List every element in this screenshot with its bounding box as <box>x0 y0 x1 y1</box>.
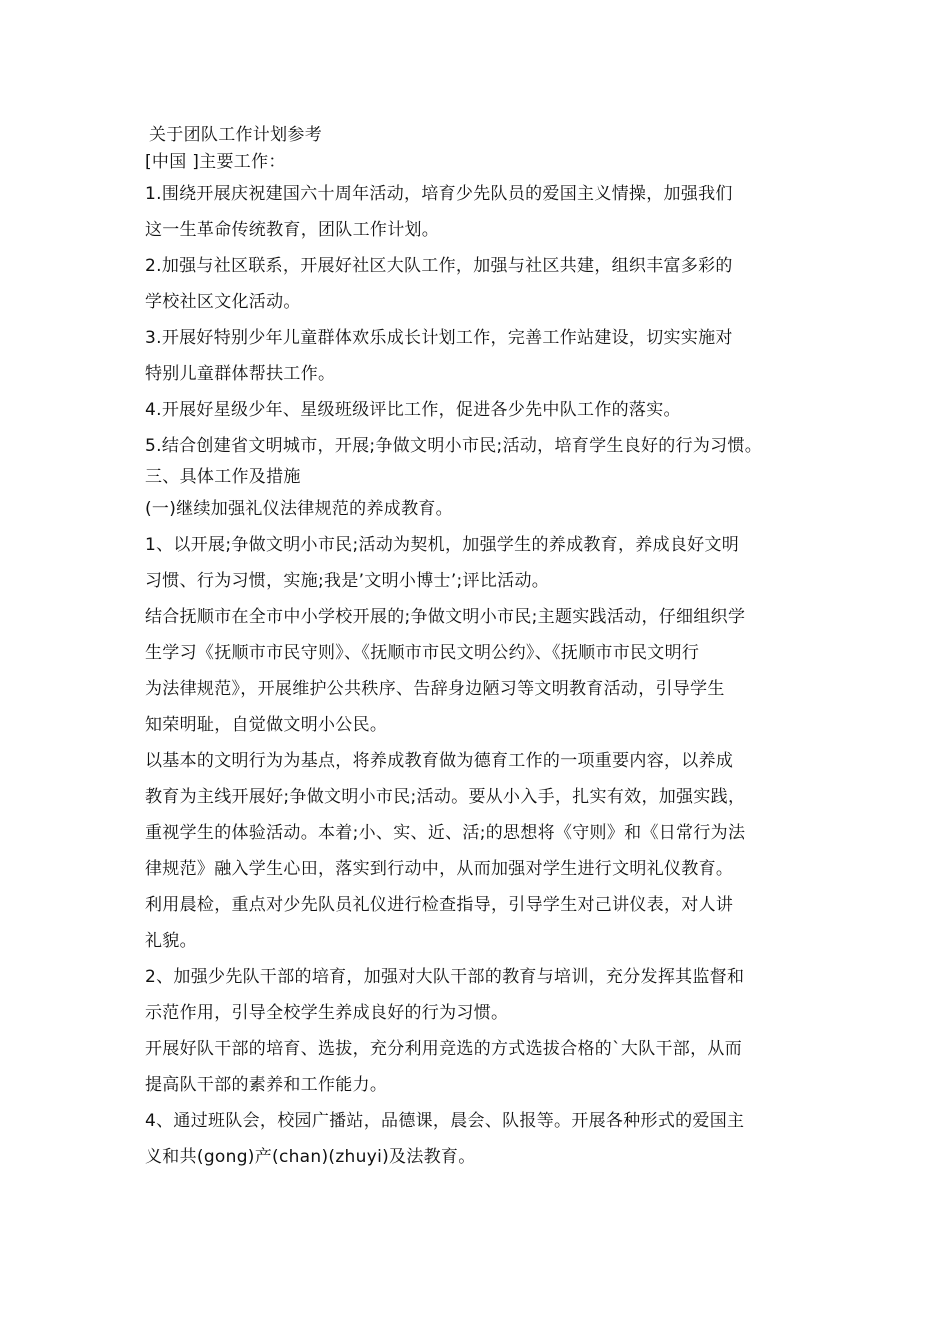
text-line: 为法律规范》，开展维护公共秩序、告辞身边陋习等文明教育活动，引导学生 <box>145 679 725 699</box>
text-line: 1.围绕开展庆祝建国六十周年活动，培育少先队员的爱国主义情操，加强我们 <box>145 184 733 204</box>
text-line: 律规范》融入学生心田，落实到行动中，从而加强对学生进行文明礼仪教育。 <box>145 859 734 879</box>
text-line: 利用晨检，重点对少先队员礼仪进行检查指导，引导学生对己讲仪表，对人讲 <box>145 895 734 915</box>
text-line: 习惯、行为习惯，实施;我是’文明小博士’;评比活动。 <box>145 571 550 591</box>
section-heading: 三、具体工作及措施 <box>145 467 301 487</box>
text-line: [中国 ]主要工作： <box>145 152 286 172</box>
subsection-heading: (一)继续加强礼仪法律规范的养成教育。 <box>145 499 453 519</box>
text-line: 结合抚顺市在全市中小学校开展的;争做文明小市民;主题实践活动，仔细组织学 <box>145 607 746 627</box>
text-line: 知荣明耻，自觉做文明小公民。 <box>145 715 388 735</box>
text-line: 这一生革命传统教育，团队工作计划。 <box>145 220 440 240</box>
text-line: 开展好队干部的培育、选拔，充分利用竞选的方式选拔合格的`大队干部，从而 <box>145 1039 742 1059</box>
document-page <box>145 122 817 1175</box>
text-line: 2.加强与社区联系，开展好社区大队工作，加强与社区共建，组织丰富多彩的 <box>145 256 733 276</box>
text-line: 生学习《抚顺市市民守则》、《抚顺市市民文明公约》、《抚顺市市民文明行 <box>145 643 700 663</box>
text-line: 提高队干部的素养和工作能力。 <box>145 1075 388 1095</box>
text-line: 5.结合创建省文明城市，开展;争做文明小市民;活动，培育学生良好的行为习惯。 <box>145 436 763 456</box>
text-line: 3.开展好特别少年儿童群体欢乐成长计划工作，完善工作站建设，切实实施对 <box>145 328 733 348</box>
text-line: 示范作用，引导全校学生养成良好的行为习惯。 <box>145 1003 509 1023</box>
text-line: 4、通过班队会，校园广播站，品德课，晨会、队报等。开展各种形式的爱国主 <box>145 1111 745 1131</box>
text-line: 2、加强少先队干部的培育，加强对大队干部的教育与培训，充分发挥其监督和 <box>145 967 745 987</box>
text-line: 学校社区文化活动。 <box>145 292 301 312</box>
text-line: 4.开展好星级少年、星级班级评比工作，促进各少先中队工作的落实。 <box>145 400 681 420</box>
text-line: 义和共(gong)产(chan)(zhuyi)及法教育。 <box>145 1147 476 1167</box>
text-line: 教育为主线开展好;争做文明小市民;活动。要从小入手，扎实有效，加强实践， <box>145 787 746 807</box>
text-line: 重视学生的体验活动。本着;小、实、近、活;的思想将《守则》和《日常行为法 <box>145 823 746 843</box>
text-line: 礼貌。 <box>145 931 197 951</box>
text-line: 以基本的文明行为为基点，将养成教育做为德育工作的一项重要内容，以养成 <box>145 751 734 771</box>
document-title: 关于团队工作计划参考 <box>149 125 322 145</box>
text-line: 特别儿童群体帮扶工作。 <box>145 364 336 384</box>
text-line: 1、以开展;争做文明小市民;活动为契机，加强学生的养成教育，养成良好文明 <box>145 535 740 555</box>
